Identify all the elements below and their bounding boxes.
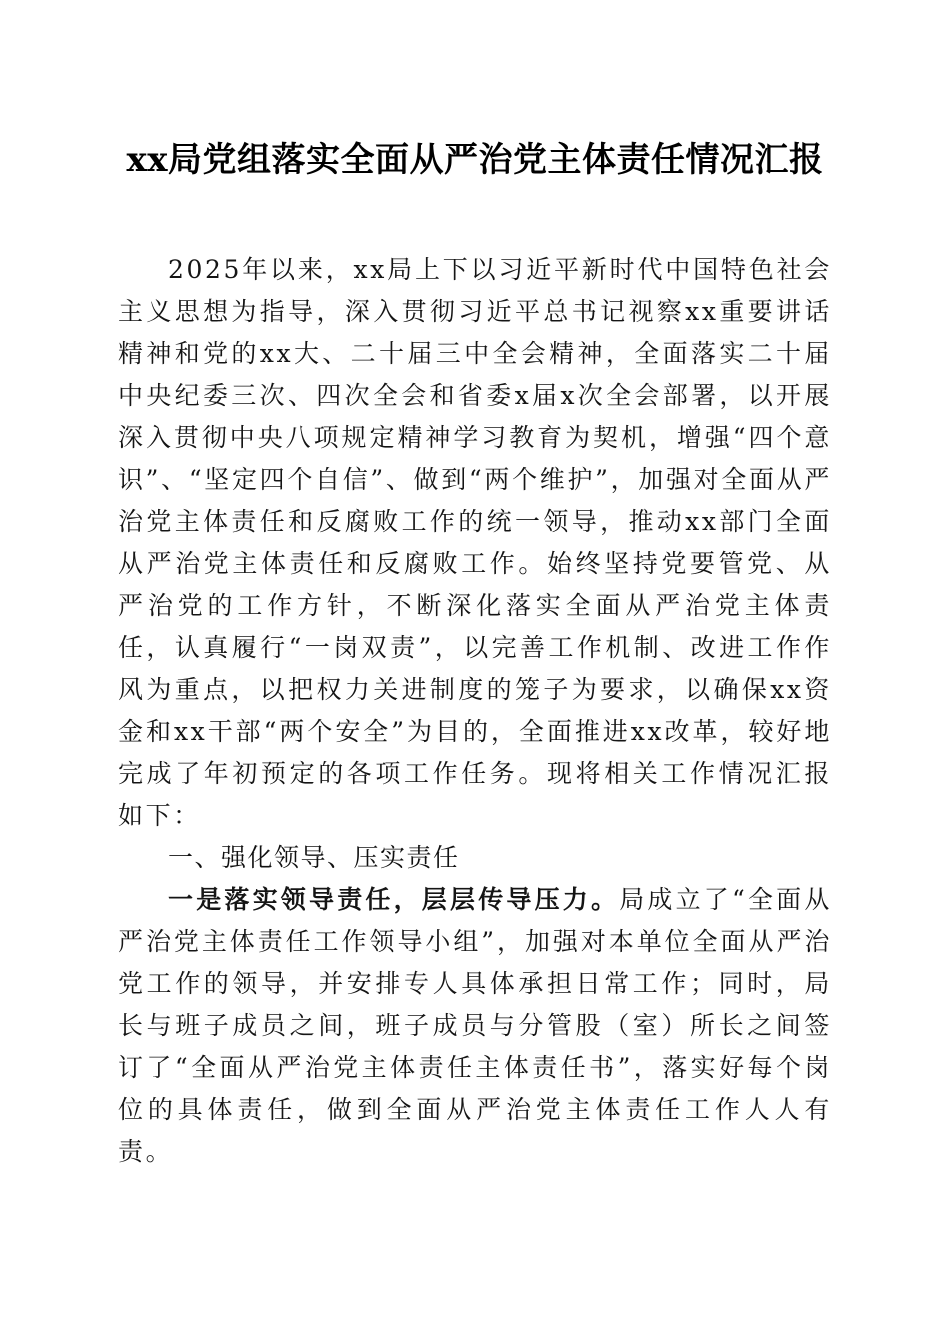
section-paragraph xyxy=(118,879,832,1173)
intro-paragraph: 2025年以来，xx局上下以习近平新时代中国特色社会主义思想为指导，深入贯彻习近平总书记视察xx重要讲话精神和党的xx大、二十届三中全会精神，全面落实二十届中央纪委三次、四次全会和省委x届x次全会部署，以开展深入贯彻中央八项规定精神学习教育为契机，增强“四个意识”、“坚定四个自信”、做到“两个维护”，加强对全面从严治党主体责任和反腐败工作的统一领导，推动xx部门全面从严治党主体责任和反腐败工作。始终坚持党要管党、从严治党的工作方针，不断深化落实全面从严治党主体责任，认真履行“一岗双责”，以完善工作机制、改进工作作风为重点，以把权力关进制度的笼子为要求，以确保xx资金和xx干部“两个安全”为目的，全面推进xx改革，较好地完成了年初预定的各项工作任务。现将相关工作情况汇报如下： xyxy=(118,255,832,830)
section-body-text: 局成立了“全面从严治党主体责任工作领导小组”，加强对本单位全面从严治党工作的领导，并安排专人具体承担日常工作；同时，局长与班子成员之间，班子成员与分管股（室）所长之间签订了“全面从严治党主体责任主体责任书”，落实好每个岗位的具体责任，做到全面从严治党主体责任工作人人有责。 xyxy=(118,885,832,1166)
document-title: xx局党组落实全面从严治党主体责任情况汇报 xyxy=(126,140,824,180)
section-heading: 一、强化领导、压实责任 xyxy=(168,843,460,872)
document-body xyxy=(118,249,832,1173)
section-lead-sentence: 一是落实领导责任，层层传导压力。 xyxy=(168,885,620,914)
